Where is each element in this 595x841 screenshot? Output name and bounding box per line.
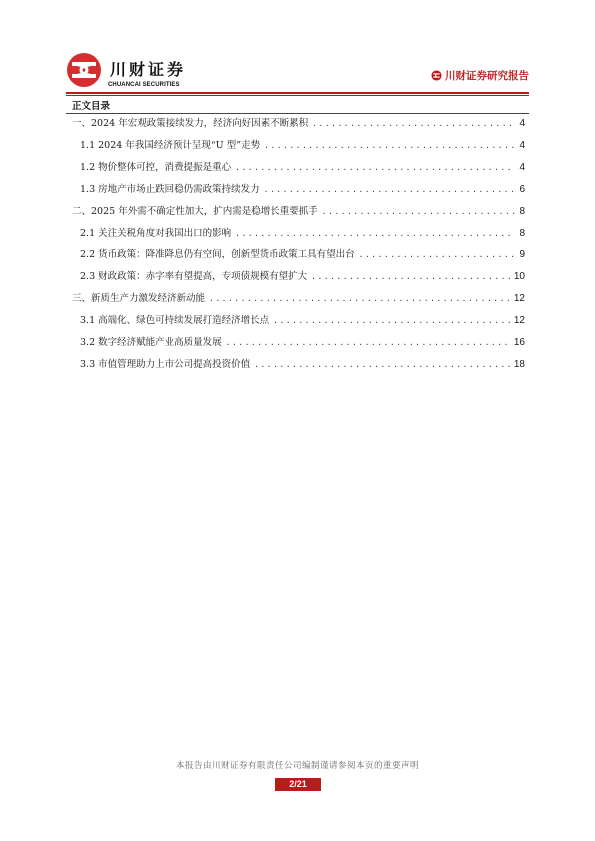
toc-entry[interactable] <box>80 246 525 262</box>
toc-entry[interactable] <box>80 356 525 372</box>
footer-disclaimer: 本报告由川财证券有限责任公司编制谨请参阅本页的重要声明 <box>175 761 419 771</box>
toc-entry-label: 2.3 财政政策：赤字率有望提高，专项债规模有望扩大 <box>80 271 308 282</box>
toc-entry-label: 1.1 2024 年我国经济预计呈现“U 型”走势 <box>80 140 261 151</box>
chuancai-logo-icon <box>66 52 102 88</box>
toc-entry[interactable] <box>80 268 525 284</box>
toc-leader-dots <box>311 272 510 281</box>
toc-entry-label: 3.2 数字经济赋能产业高质量发展 <box>80 337 222 348</box>
toc-leader-dots <box>359 250 515 259</box>
brand-logo-icon <box>431 70 442 81</box>
header-rule <box>66 92 529 94</box>
toc-entry-page: 9 <box>519 249 525 260</box>
report-brand-label: 川财证券研究报告 <box>445 69 529 82</box>
toc-leader-dots <box>312 119 515 128</box>
toc-entry[interactable] <box>80 181 525 197</box>
toc-entry-label: 2.1 关注关税角度对我国出口的影响 <box>80 228 232 239</box>
toc-entry-page: 6 <box>519 184 525 195</box>
toc-entry[interactable] <box>80 159 525 175</box>
toc-leader-dots <box>235 163 515 172</box>
toc-entry-page: 8 <box>519 228 525 239</box>
toc-entry-label: 3.1 高端化、绿色可持续发展打造经济增长点 <box>80 315 270 326</box>
toc-entry-page: 12 <box>513 315 525 326</box>
toc-leader-dots <box>264 185 515 194</box>
toc-entry[interactable] <box>72 115 525 131</box>
toc-entry-page: 4 <box>519 162 525 173</box>
logo-company-name-english: CHUANCAI SECURITIES <box>108 82 180 88</box>
toc-title: 正文目录 <box>72 101 111 112</box>
toc-entry-label: 二、2025 年外需不确定性加大，扩内需是稳增长重要抓手 <box>72 206 318 217</box>
toc-entry-label: 1.2 物价整体可控，消费提振是重心 <box>80 162 232 173</box>
toc-entry-page: 18 <box>513 359 525 370</box>
toc-entry-page: 12 <box>513 293 525 304</box>
logo-company-name: 川财证券 <box>110 60 187 79</box>
toc-entry[interactable] <box>80 225 525 241</box>
toc-entry-page: 16 <box>513 337 525 348</box>
page-number: 2/21 <box>275 778 321 791</box>
report-header <box>66 52 529 92</box>
toc-leader-dots <box>273 316 510 325</box>
toc-entry-page: 4 <box>519 118 525 129</box>
toc-leader-dots <box>235 229 515 238</box>
toc-entry-label: 1.3 房地产市场止跌回稳仍需政策持续发力 <box>80 184 260 195</box>
toc-leader-dots <box>264 141 515 150</box>
toc-entry[interactable] <box>80 137 525 153</box>
toc-title-divider <box>66 113 529 114</box>
toc-entry[interactable] <box>72 290 525 306</box>
toc-entry-page: 8 <box>519 206 525 217</box>
toc-leader-dots <box>209 294 510 303</box>
toc-leader-dots <box>254 360 510 369</box>
toc-entry-label: 一、2024 年宏观政策接续发力，经济向好因素不断累积 <box>72 118 309 129</box>
toc-entry-page: 10 <box>513 271 525 282</box>
toc-entry-label: 三、新质生产力激发经济新动能 <box>72 293 206 304</box>
toc-entry-label: 2.2 货币政策：降准降息仍有空间，创新型货币政策工具有望出台 <box>80 249 355 260</box>
toc-entry-page: 4 <box>519 140 525 151</box>
toc-entry[interactable] <box>80 334 525 350</box>
toc-leader-dots <box>322 207 515 216</box>
header-rule-thin <box>66 95 529 96</box>
report-brand <box>431 68 529 82</box>
toc-entry[interactable] <box>72 203 525 219</box>
toc-entry[interactable] <box>80 312 525 328</box>
toc-entry-label: 3.3 市值管理助力上市公司提高投资价值 <box>80 359 251 370</box>
toc-leader-dots <box>226 338 510 347</box>
